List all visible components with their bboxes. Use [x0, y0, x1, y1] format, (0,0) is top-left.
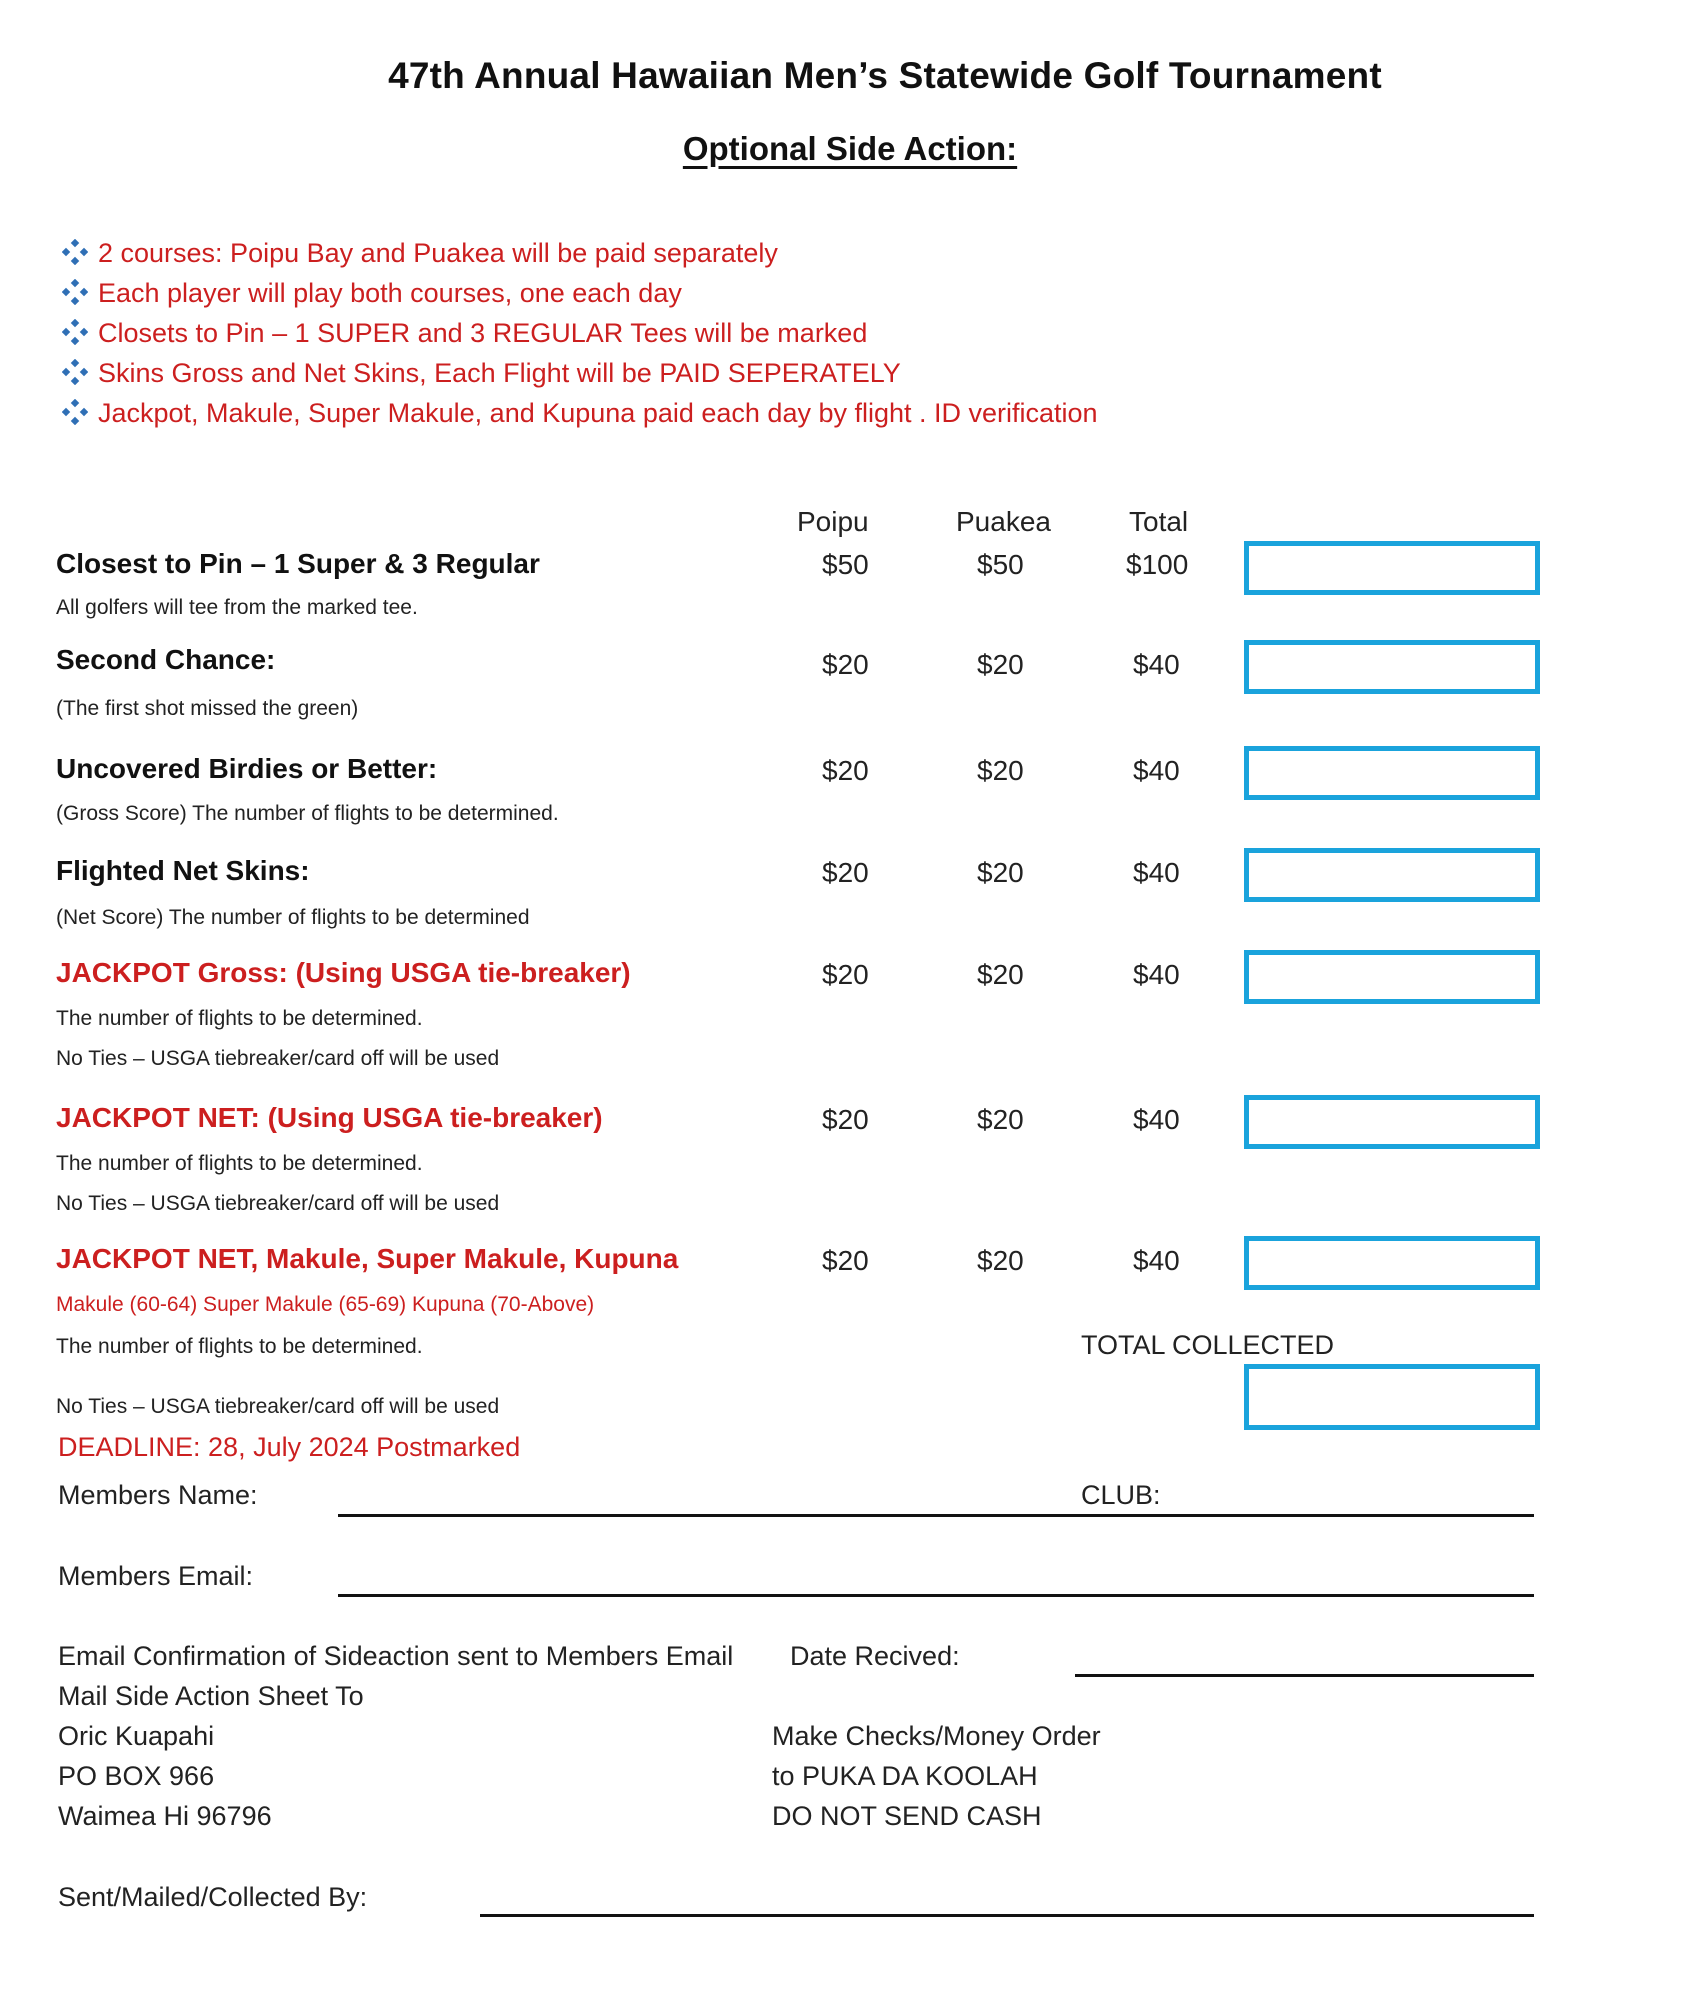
item-note: All golfers will tee from the marked tee.: [56, 596, 418, 619]
bullet-text: 2 courses: Poipu Bay and Puakea will be paid separately: [98, 238, 778, 268]
members-email-line[interactable]: [338, 1594, 1534, 1597]
item-note: The number of flights to be determined.: [56, 1335, 423, 1358]
price-poipu: $50: [822, 549, 869, 580]
bullet-text: Closets to Pin – 1 SUPER and 3 REGULAR Tees will be marked: [98, 318, 868, 348]
diamond-bullet-icon: [62, 319, 88, 345]
bullet-item: [62, 316, 867, 349]
total-collected-box[interactable]: [1244, 1364, 1540, 1430]
item-title: JACKPOT NET, Makule, Super Makule, Kupuna: [56, 1243, 679, 1274]
mail-city: Waimea Hi 96796: [58, 1801, 272, 1831]
item-note: (Net Score) The number of flights to be determined: [56, 906, 530, 929]
item-title: JACKPOT NET: (Using USGA tie-breaker): [56, 1102, 603, 1133]
mail-name: Oric Kuapahi: [58, 1721, 215, 1751]
payment-line-2: to PUKA DA KOOLAH: [772, 1761, 1038, 1791]
page-title: 47th Annual Hawaiian Men’s Statewide Golf Tournament: [388, 55, 1382, 96]
sent-by-label: Sent/Mailed/Collected By:: [58, 1882, 368, 1912]
item-note: (The first shot missed the green): [56, 697, 359, 720]
item-note: No Ties – USGA tiebreaker/card off will be used: [56, 1395, 500, 1418]
price-total: $40: [1133, 755, 1180, 786]
members-name-label: Members Name:: [58, 1480, 258, 1510]
bullet-text: Jackpot, Makule, Super Makule, and Kupuna paid each day by flight . ID verification: [98, 398, 1098, 428]
price-puakea: $20: [977, 1104, 1024, 1135]
price-total: $40: [1133, 959, 1180, 990]
price-puakea: $50: [977, 549, 1024, 580]
bullet-text: Skins Gross and Net Skins, Each Flight will be PAID SEPERATELY: [98, 358, 901, 388]
price-total: $40: [1133, 649, 1180, 680]
payment-line-1: Make Checks/Money Order: [772, 1721, 1101, 1751]
email-confirmation-text: Email Confirmation of Sideaction sent to Members Email: [58, 1641, 734, 1671]
diamond-bullet-icon: [62, 399, 88, 425]
amount-input-box[interactable]: [1244, 1095, 1540, 1149]
bullet-text: Each player will play both courses, one each day: [98, 278, 682, 308]
sent-by-line[interactable]: [480, 1914, 1534, 1917]
deadline-text: DEADLINE: 28, July 2024 Postmarked: [58, 1432, 521, 1462]
date-received-line[interactable]: [1075, 1674, 1534, 1677]
bullet-item: [62, 276, 682, 309]
bullet-item: [62, 236, 778, 269]
payment-line-3: DO NOT SEND CASH: [772, 1801, 1042, 1831]
item-title: Flighted Net Skins:: [56, 855, 310, 886]
date-received-label: Date Recived:: [790, 1641, 960, 1671]
amount-input-box[interactable]: [1244, 746, 1540, 800]
item-note: (Gross Score) The number of flights to be determined.: [56, 802, 559, 825]
column-header-total: Total: [1129, 506, 1189, 537]
price-total: $100: [1126, 549, 1189, 580]
mail-po-box: PO BOX 966: [58, 1761, 215, 1791]
item-title: Second Chance:: [56, 644, 276, 675]
members-name-line[interactable]: [338, 1514, 1534, 1517]
price-puakea: $20: [977, 959, 1024, 990]
amount-input-box[interactable]: [1244, 848, 1540, 902]
price-total: $40: [1133, 1104, 1180, 1135]
price-poipu: $20: [822, 649, 869, 680]
price-puakea: $20: [977, 857, 1024, 888]
price-poipu: $20: [822, 1104, 869, 1135]
club-label: CLUB:: [1081, 1480, 1161, 1510]
column-header-puakea: Puakea: [956, 506, 1051, 537]
item-note: The number of flights to be determined.: [56, 1007, 423, 1030]
item-note: No Ties – USGA tiebreaker/card off will be used: [56, 1192, 500, 1215]
bullet-item: [62, 396, 1098, 429]
amount-input-box[interactable]: [1244, 950, 1540, 1004]
price-total: $40: [1133, 857, 1180, 888]
price-puakea: $20: [977, 649, 1024, 680]
mail-heading: Mail Side Action Sheet To: [58, 1681, 364, 1711]
column-header-poipu: Poipu: [797, 506, 869, 537]
diamond-bullet-icon: [62, 279, 88, 305]
amount-input-box[interactable]: [1244, 640, 1540, 694]
price-poipu: $20: [822, 857, 869, 888]
page-subtitle: Optional Side Action:: [682, 130, 1018, 167]
diamond-bullet-icon: [62, 359, 88, 385]
item-title: Closest to Pin – 1 Super & 3 Regular: [56, 548, 540, 579]
amount-input-box[interactable]: [1244, 1236, 1540, 1290]
item-title: Uncovered Birdies or Better:: [56, 753, 438, 784]
bullet-item: [62, 356, 901, 389]
amount-input-box[interactable]: [1244, 541, 1540, 595]
price-poipu: $20: [822, 1245, 869, 1276]
price-poipu: $20: [822, 959, 869, 990]
price-poipu: $20: [822, 755, 869, 786]
diamond-bullet-icon: [62, 239, 88, 265]
item-note: No Ties – USGA tiebreaker/card off will be used: [56, 1047, 500, 1070]
item-note: Makule (60-64) Super Makule (65-69) Kupuna (70-Above): [56, 1293, 595, 1316]
item-note: The number of flights to be determined.: [56, 1152, 423, 1175]
total-collected-label: TOTAL COLLECTED: [1081, 1330, 1335, 1360]
members-email-label: Members Email:: [58, 1561, 254, 1591]
price-total: $40: [1133, 1245, 1180, 1276]
price-puakea: $20: [977, 1245, 1024, 1276]
price-puakea: $20: [977, 755, 1024, 786]
item-title: JACKPOT Gross: (Using USGA tie-breaker): [56, 957, 631, 988]
